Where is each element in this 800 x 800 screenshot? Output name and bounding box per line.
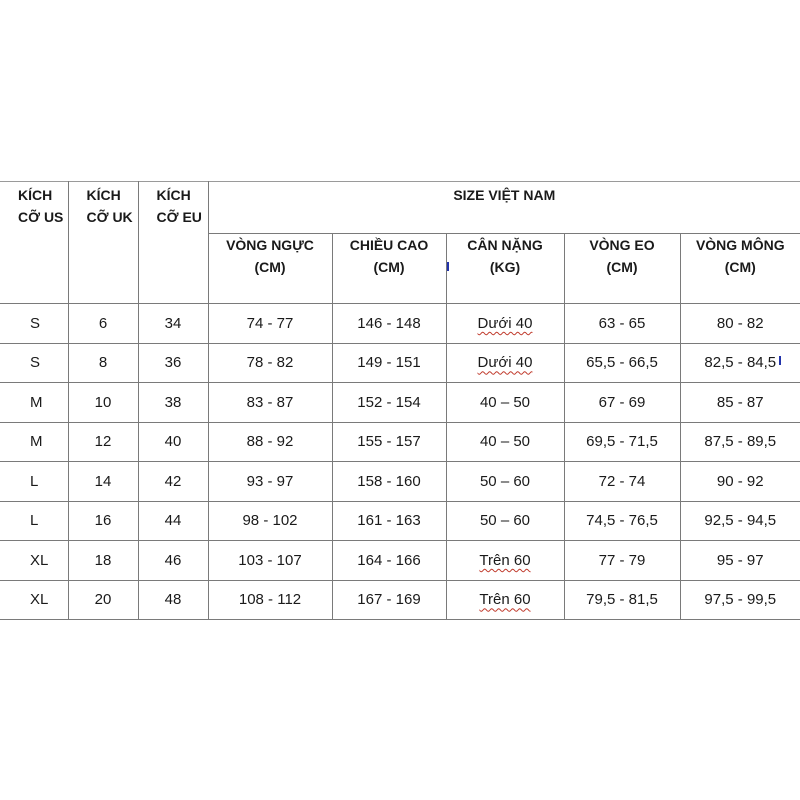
cell-eu: [138, 383, 208, 423]
cell-value: 72 - 74: [598, 472, 646, 490]
cell-value: 108 - 112: [238, 591, 302, 609]
cell-hip: [680, 304, 800, 344]
cell-value: 36: [164, 354, 182, 372]
cell-waist: [564, 541, 680, 581]
cell-value: 97,5 - 99,5: [704, 591, 777, 609]
cell-us: [0, 501, 68, 541]
cell-eu: [138, 343, 208, 383]
header-chest-line1: VÒNG NGỰC: [226, 237, 314, 253]
header-uk-line1: KÍCH: [86, 187, 121, 203]
cell-value: L: [30, 472, 39, 490]
cell-uk: [68, 422, 138, 462]
cell-value: 95 - 97: [716, 551, 764, 569]
cell-weight: [446, 383, 564, 423]
cell-value: 20: [94, 591, 112, 609]
cell-weight: [446, 580, 564, 620]
cell-value: 6: [98, 314, 108, 332]
cell-us: [0, 383, 68, 423]
header-us: [0, 182, 68, 304]
cell-value: 50 – 60: [479, 472, 531, 490]
cell-value: 38: [164, 393, 182, 411]
cell-waist: [564, 304, 680, 344]
cell-hip: [680, 580, 800, 620]
cell-hip: [680, 501, 800, 541]
cell-chest: [208, 383, 332, 423]
cell-value: 93 - 97: [246, 472, 294, 490]
cell-height: [332, 462, 446, 502]
cell-value: S: [30, 314, 41, 332]
cell-height: [332, 422, 446, 462]
cell-chest: [208, 580, 332, 620]
cell-waist: [564, 462, 680, 502]
cell-value: 40 – 50: [479, 433, 531, 451]
cell-value: 149 - 151: [357, 354, 421, 372]
cell-waist: [564, 422, 680, 462]
cell-value: 69,5 - 71,5: [586, 433, 658, 451]
cell-chest: [208, 462, 332, 502]
cell-weight: [446, 501, 564, 541]
cell-uk: [68, 383, 138, 423]
header-height-line1: CHIỀU CAO: [349, 237, 429, 253]
cell-hip: [680, 383, 800, 423]
cell-weight: [446, 541, 564, 581]
cell-value: 152 - 154: [357, 393, 421, 411]
cell-value: 87,5 - 89,5: [704, 433, 777, 451]
cell-value: 44: [164, 512, 182, 530]
size-table: [0, 181, 800, 620]
cell-value: 74,5 - 76,5: [586, 512, 658, 530]
cell-uk: [68, 462, 138, 502]
cell-chest: [208, 541, 332, 581]
header-waist: [564, 234, 680, 304]
cell-value: 83 - 87: [246, 393, 294, 411]
cell-value: XL: [30, 551, 49, 569]
cell-waist: [564, 383, 680, 423]
header-eu-line2: CỠ EU: [156, 209, 202, 225]
header-hip: [680, 234, 800, 304]
cell-us: [0, 304, 68, 344]
header-hip-line2: (CM): [724, 259, 756, 275]
header-waist-line1: VÒNG EO: [589, 237, 655, 253]
cell-hip: [680, 422, 800, 462]
cell-value: 78 - 82: [246, 354, 294, 372]
header-chest: [208, 234, 332, 304]
header-us-line1: KÍCH: [18, 187, 53, 203]
cell-height: [332, 541, 446, 581]
cell-value: 82,5 - 84,5: [704, 354, 777, 372]
cell-height: [332, 343, 446, 383]
cell-value: Dưới 40: [477, 354, 533, 372]
table-row: [0, 383, 800, 423]
cell-value: 146 - 148: [357, 314, 421, 332]
cell-value: 158 - 160: [357, 472, 421, 490]
cell-value: 16: [94, 512, 112, 530]
cell-value: 50 – 60: [479, 512, 531, 530]
cell-eu: [138, 541, 208, 581]
cell-value: 74 - 77: [246, 314, 294, 332]
cell-hip: [680, 343, 800, 383]
cell-us: [0, 462, 68, 502]
table-row: [0, 304, 800, 344]
cell-weight: [446, 462, 564, 502]
cell-value: XL: [30, 591, 49, 609]
cell-hip: [680, 541, 800, 581]
cell-eu: [138, 580, 208, 620]
header-uk: [68, 182, 138, 304]
table-row: [0, 541, 800, 581]
header-chest-line2: (CM): [254, 259, 286, 275]
cell-value: L: [30, 512, 39, 530]
cell-height: [332, 304, 446, 344]
cell-value: 65,5 - 66,5: [586, 354, 658, 372]
header-weight: [446, 234, 564, 304]
cell-value: 88 - 92: [246, 433, 294, 451]
cell-value: 77 - 79: [598, 551, 646, 569]
cell-eu: [138, 462, 208, 502]
cell-uk: [68, 304, 138, 344]
table-row: [0, 422, 800, 462]
header-waist-line2: (CM): [606, 259, 638, 275]
cell-eu: [138, 501, 208, 541]
text-cursor-mark: [779, 356, 781, 365]
cell-value: 42: [164, 472, 182, 490]
cell-value: 161 - 163: [357, 512, 421, 530]
cell-value: 98 - 102: [242, 512, 298, 530]
header-height: [332, 234, 446, 304]
cell-value: 79,5 - 81,5: [586, 591, 658, 609]
cell-us: [0, 541, 68, 581]
cell-waist: [564, 343, 680, 383]
header-size-vietnam: SIZE VIỆT NAM: [208, 182, 800, 234]
cell-value: 92,5 - 94,5: [704, 512, 777, 530]
text-cursor-mark: [447, 262, 449, 271]
cell-value: 12: [94, 433, 112, 451]
cell-hip: [680, 462, 800, 502]
header-height-line2: (CM): [373, 259, 405, 275]
cell-value: 40 – 50: [479, 393, 531, 411]
cell-value: 10: [94, 393, 112, 411]
header-us-line2: CỠ US: [18, 209, 64, 225]
cell-value: 85 - 87: [716, 393, 764, 411]
cell-us: [0, 580, 68, 620]
cell-value: 80 - 82: [716, 314, 764, 332]
cell-value: 103 - 107: [238, 551, 302, 569]
cell-value: 34: [164, 314, 182, 332]
cell-value: 46: [164, 551, 182, 569]
header-eu-line1: KÍCH: [156, 187, 191, 203]
cell-eu: [138, 304, 208, 344]
cell-chest: [208, 304, 332, 344]
size-chart: [0, 181, 800, 620]
cell-height: [332, 580, 446, 620]
cell-uk: [68, 541, 138, 581]
cell-weight: [446, 343, 564, 383]
cell-uk: [68, 501, 138, 541]
cell-height: [332, 383, 446, 423]
cell-value: 164 - 166: [357, 551, 421, 569]
cell-value: Dưới 40: [477, 314, 533, 332]
header-weight-line1: CÂN NẶNG: [467, 237, 543, 253]
table-row: [0, 343, 800, 383]
cell-value: Trên 60: [479, 551, 531, 569]
cell-value: M: [30, 433, 43, 451]
cell-uk: [68, 343, 138, 383]
header-weight-line2: (KG): [489, 259, 521, 275]
cell-chest: [208, 343, 332, 383]
cell-value: 14: [94, 472, 112, 490]
cell-value: 167 - 169: [357, 591, 421, 609]
cell-value: 40: [164, 433, 182, 451]
cell-value: 90 - 92: [716, 472, 764, 490]
cell-value: 48: [164, 591, 182, 609]
table-row: [0, 501, 800, 541]
cell-chest: [208, 422, 332, 462]
cell-value: 155 - 157: [357, 433, 421, 451]
cell-value: Trên 60: [479, 591, 531, 609]
header-row: [0, 182, 800, 234]
table-row: [0, 462, 800, 502]
cell-weight: [446, 422, 564, 462]
cell-uk: [68, 580, 138, 620]
cell-value: 8: [98, 354, 108, 372]
cell-value: M: [30, 393, 43, 411]
header-eu: [138, 182, 208, 304]
cell-value: 18: [94, 551, 112, 569]
cell-weight: [446, 304, 564, 344]
cell-value: S: [30, 354, 41, 372]
table-row: [0, 580, 800, 620]
cell-eu: [138, 422, 208, 462]
cell-chest: [208, 501, 332, 541]
cell-waist: [564, 580, 680, 620]
cell-us: [0, 422, 68, 462]
cell-height: [332, 501, 446, 541]
cell-waist: [564, 501, 680, 541]
header-hip-line1: VÒNG MÔNG: [695, 237, 785, 253]
header-uk-line2: CỠ UK: [86, 209, 133, 225]
cell-us: [0, 343, 68, 383]
cell-value: 67 - 69: [598, 393, 646, 411]
cell-value: 63 - 65: [598, 314, 646, 332]
